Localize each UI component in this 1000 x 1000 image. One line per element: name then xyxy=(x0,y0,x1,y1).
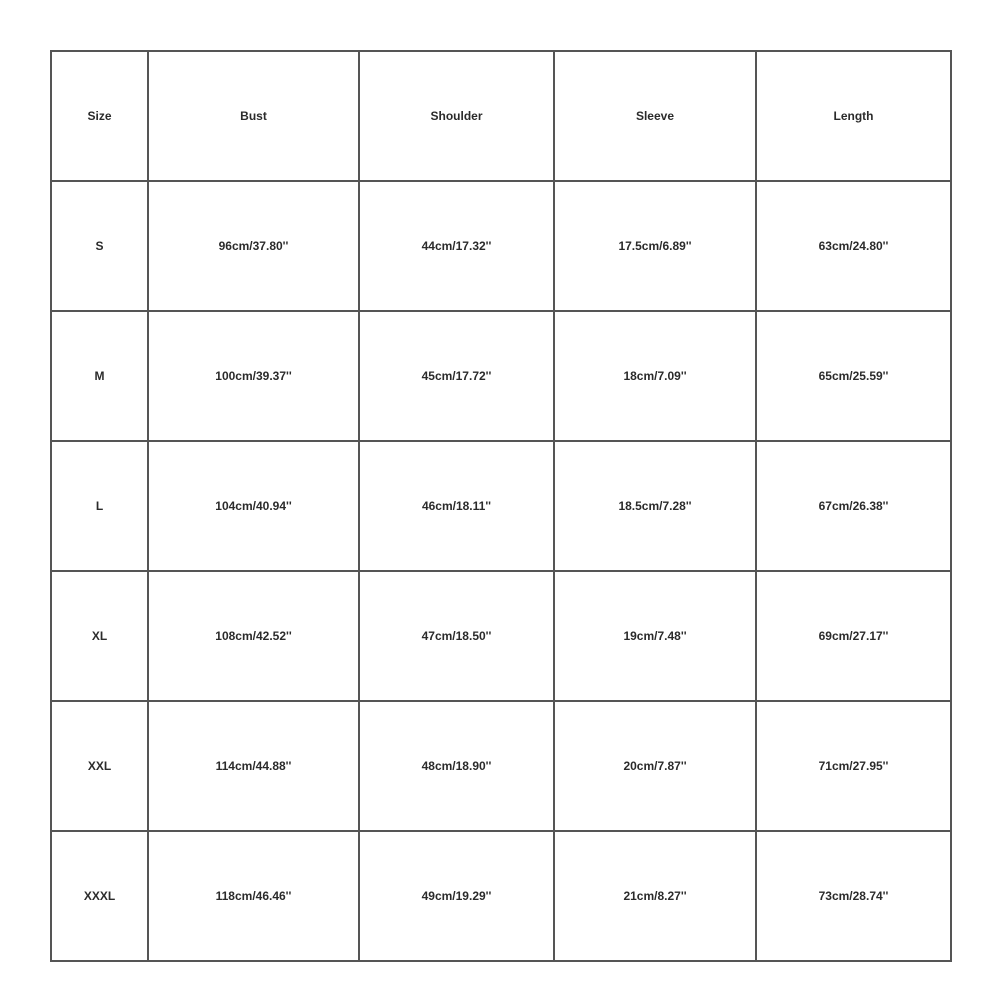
table-row xyxy=(51,701,951,831)
cell-size: L xyxy=(51,441,148,571)
cell-bust: 100cm/39.37'' xyxy=(148,311,359,441)
cell-sleeve: 20cm/7.87'' xyxy=(554,701,756,831)
cell-length: 73cm/28.74'' xyxy=(756,831,951,961)
cell-sleeve: 21cm/8.27'' xyxy=(554,831,756,961)
header-bust: Bust xyxy=(148,51,359,181)
cell-shoulder: 46cm/18.11'' xyxy=(359,441,554,571)
table-header-row xyxy=(51,51,951,181)
cell-length: 69cm/27.17'' xyxy=(756,571,951,701)
cell-bust: 96cm/37.80'' xyxy=(148,181,359,311)
header-size: Size xyxy=(51,51,148,181)
cell-shoulder: 48cm/18.90'' xyxy=(359,701,554,831)
cell-length: 67cm/26.38'' xyxy=(756,441,951,571)
cell-size: XXXL xyxy=(51,831,148,961)
header-sleeve: Sleeve xyxy=(554,51,756,181)
table-row xyxy=(51,441,951,571)
cell-shoulder: 45cm/17.72'' xyxy=(359,311,554,441)
cell-shoulder: 47cm/18.50'' xyxy=(359,571,554,701)
cell-length: 63cm/24.80'' xyxy=(756,181,951,311)
cell-shoulder: 49cm/19.29'' xyxy=(359,831,554,961)
cell-bust: 118cm/46.46'' xyxy=(148,831,359,961)
header-length: Length xyxy=(756,51,951,181)
cell-shoulder: 44cm/17.32'' xyxy=(359,181,554,311)
cell-length: 71cm/27.95'' xyxy=(756,701,951,831)
table-row xyxy=(51,831,951,961)
cell-sleeve: 19cm/7.48'' xyxy=(554,571,756,701)
cell-length: 65cm/25.59'' xyxy=(756,311,951,441)
size-chart-table xyxy=(50,50,952,962)
cell-bust: 114cm/44.88'' xyxy=(148,701,359,831)
cell-size: XXL xyxy=(51,701,148,831)
cell-sleeve: 17.5cm/6.89'' xyxy=(554,181,756,311)
header-shoulder: Shoulder xyxy=(359,51,554,181)
table-row xyxy=(51,181,951,311)
cell-bust: 104cm/40.94'' xyxy=(148,441,359,571)
cell-size: M xyxy=(51,311,148,441)
cell-bust: 108cm/42.52'' xyxy=(148,571,359,701)
table-row xyxy=(51,571,951,701)
table-row xyxy=(51,311,951,441)
cell-size: XL xyxy=(51,571,148,701)
cell-sleeve: 18cm/7.09'' xyxy=(554,311,756,441)
cell-sleeve: 18.5cm/7.28'' xyxy=(554,441,756,571)
cell-size: S xyxy=(51,181,148,311)
